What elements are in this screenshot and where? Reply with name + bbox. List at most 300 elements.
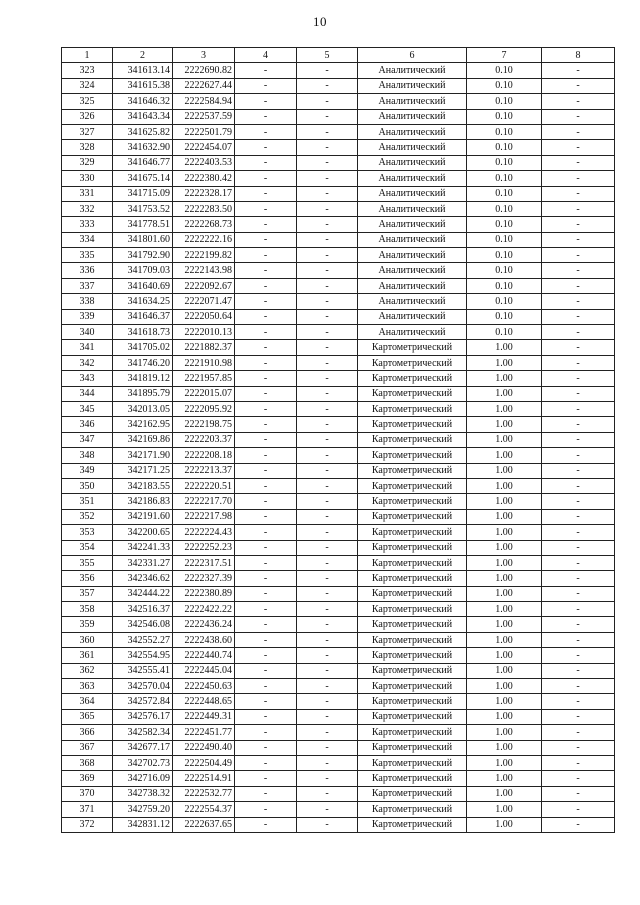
cell-point-number: 329 bbox=[62, 155, 113, 170]
cell-y-coordinate: 2222092.67 bbox=[173, 278, 235, 293]
cell-col-8: - bbox=[542, 109, 615, 124]
cell-col-4: - bbox=[235, 109, 297, 124]
cell-col-8: - bbox=[542, 155, 615, 170]
table-row bbox=[62, 602, 615, 617]
cell-method: Картометрический bbox=[358, 802, 467, 817]
cell-col-4: - bbox=[235, 278, 297, 293]
cell-x-coordinate: 342186.83 bbox=[113, 494, 173, 509]
table-row bbox=[62, 263, 615, 278]
cell-accuracy: 0.10 bbox=[467, 109, 542, 124]
cell-col-5: - bbox=[297, 263, 358, 278]
cell-y-coordinate: 2222450.63 bbox=[173, 679, 235, 694]
cell-col-4: - bbox=[235, 232, 297, 247]
cell-method: Картометрический bbox=[358, 355, 467, 370]
cell-col-4: - bbox=[235, 740, 297, 755]
cell-x-coordinate: 342169.86 bbox=[113, 432, 173, 447]
cell-point-number: 345 bbox=[62, 401, 113, 416]
cell-col-8: - bbox=[542, 771, 615, 786]
cell-x-coordinate: 341675.14 bbox=[113, 171, 173, 186]
cell-col-4: - bbox=[235, 217, 297, 232]
cell-x-coordinate: 342162.95 bbox=[113, 417, 173, 432]
cell-point-number: 324 bbox=[62, 78, 113, 93]
cell-col-8: - bbox=[542, 663, 615, 678]
cell-accuracy: 1.00 bbox=[467, 340, 542, 355]
cell-method: Аналитический bbox=[358, 63, 467, 78]
cell-col-4: - bbox=[235, 555, 297, 570]
cell-x-coordinate: 341640.69 bbox=[113, 278, 173, 293]
cell-method: Аналитический bbox=[358, 171, 467, 186]
cell-y-coordinate: 2222451.77 bbox=[173, 725, 235, 740]
cell-col-5: - bbox=[297, 325, 358, 340]
cell-col-4: - bbox=[235, 124, 297, 139]
cell-x-coordinate: 341646.37 bbox=[113, 309, 173, 324]
cell-col-5: - bbox=[297, 417, 358, 432]
cell-col-4: - bbox=[235, 617, 297, 632]
cell-accuracy: 0.10 bbox=[467, 155, 542, 170]
cell-col-8: - bbox=[542, 432, 615, 447]
cell-col-4: - bbox=[235, 401, 297, 416]
cell-point-number: 337 bbox=[62, 278, 113, 293]
cell-point-number: 323 bbox=[62, 63, 113, 78]
cell-method: Картометрический bbox=[358, 371, 467, 386]
cell-col-5: - bbox=[297, 571, 358, 586]
cell-method: Аналитический bbox=[358, 140, 467, 155]
cell-col-8: - bbox=[542, 371, 615, 386]
table-row bbox=[62, 355, 615, 370]
cell-accuracy: 1.00 bbox=[467, 355, 542, 370]
cell-col-4: - bbox=[235, 602, 297, 617]
cell-y-coordinate: 2222490.40 bbox=[173, 740, 235, 755]
cell-x-coordinate: 342346.62 bbox=[113, 571, 173, 586]
cell-point-number: 336 bbox=[62, 263, 113, 278]
table-row bbox=[62, 632, 615, 647]
cell-y-coordinate: 2222050.64 bbox=[173, 309, 235, 324]
cell-col-5: - bbox=[297, 509, 358, 524]
cell-col-5: - bbox=[297, 755, 358, 770]
cell-col-5: - bbox=[297, 201, 358, 216]
cell-x-coordinate: 342831.12 bbox=[113, 817, 173, 832]
cell-method: Картометрический bbox=[358, 725, 467, 740]
cell-x-coordinate: 342738.32 bbox=[113, 786, 173, 801]
cell-col-5: - bbox=[297, 432, 358, 447]
cell-col-4: - bbox=[235, 448, 297, 463]
cell-col-4: - bbox=[235, 309, 297, 324]
cell-col-8: - bbox=[542, 232, 615, 247]
cell-point-number: 332 bbox=[62, 201, 113, 216]
cell-col-5: - bbox=[297, 171, 358, 186]
cell-method: Аналитический bbox=[358, 309, 467, 324]
cell-point-number: 357 bbox=[62, 586, 113, 601]
cell-y-coordinate: 2222422.22 bbox=[173, 602, 235, 617]
cell-y-coordinate: 2222198.75 bbox=[173, 417, 235, 432]
cell-col-5: - bbox=[297, 63, 358, 78]
cell-y-coordinate: 2222095.92 bbox=[173, 401, 235, 416]
column-header-6: 6 bbox=[358, 48, 467, 63]
cell-y-coordinate: 2222454.07 bbox=[173, 140, 235, 155]
cell-col-4: - bbox=[235, 78, 297, 93]
cell-x-coordinate: 342013.05 bbox=[113, 401, 173, 416]
cell-point-number: 347 bbox=[62, 432, 113, 447]
cell-col-8: - bbox=[542, 632, 615, 647]
cell-accuracy: 0.10 bbox=[467, 325, 542, 340]
cell-method: Аналитический bbox=[358, 124, 467, 139]
cell-method: Картометрический bbox=[358, 478, 467, 493]
cell-col-5: - bbox=[297, 109, 358, 124]
table-row bbox=[62, 771, 615, 786]
cell-x-coordinate: 342572.84 bbox=[113, 694, 173, 709]
cell-col-4: - bbox=[235, 632, 297, 647]
cell-col-4: - bbox=[235, 648, 297, 663]
table-row bbox=[62, 401, 615, 416]
cell-col-8: - bbox=[542, 94, 615, 109]
column-header-3: 3 bbox=[173, 48, 235, 63]
cell-x-coordinate: 341646.32 bbox=[113, 94, 173, 109]
cell-method: Картометрический bbox=[358, 386, 467, 401]
cell-y-coordinate: 2222208.18 bbox=[173, 448, 235, 463]
cell-col-5: - bbox=[297, 94, 358, 109]
table-row bbox=[62, 94, 615, 109]
cell-accuracy: 1.00 bbox=[467, 602, 542, 617]
cell-method: Аналитический bbox=[358, 78, 467, 93]
table-row bbox=[62, 463, 615, 478]
cell-accuracy: 0.10 bbox=[467, 171, 542, 186]
cell-accuracy: 1.00 bbox=[467, 817, 542, 832]
cell-x-coordinate: 342555.41 bbox=[113, 663, 173, 678]
cell-accuracy: 1.00 bbox=[467, 709, 542, 724]
cell-col-5: - bbox=[297, 648, 358, 663]
cell-col-8: - bbox=[542, 694, 615, 709]
cell-y-coordinate: 2221882.37 bbox=[173, 340, 235, 355]
cell-y-coordinate: 2222514.91 bbox=[173, 771, 235, 786]
cell-method: Картометрический bbox=[358, 494, 467, 509]
cell-point-number: 360 bbox=[62, 632, 113, 647]
cell-col-5: - bbox=[297, 155, 358, 170]
cell-col-5: - bbox=[297, 217, 358, 232]
cell-col-4: - bbox=[235, 494, 297, 509]
cell-y-coordinate: 2222283.50 bbox=[173, 201, 235, 216]
cell-accuracy: 1.00 bbox=[467, 571, 542, 586]
cell-method: Картометрический bbox=[358, 679, 467, 694]
cell-point-number: 340 bbox=[62, 325, 113, 340]
cell-y-coordinate: 2222071.47 bbox=[173, 294, 235, 309]
cell-col-5: - bbox=[297, 448, 358, 463]
cell-x-coordinate: 341895.79 bbox=[113, 386, 173, 401]
cell-y-coordinate: 2222403.53 bbox=[173, 155, 235, 170]
cell-point-number: 326 bbox=[62, 109, 113, 124]
cell-col-4: - bbox=[235, 432, 297, 447]
cell-accuracy: 1.00 bbox=[467, 755, 542, 770]
cell-y-coordinate: 2222627.44 bbox=[173, 78, 235, 93]
table-row bbox=[62, 417, 615, 432]
cell-point-number: 341 bbox=[62, 340, 113, 355]
cell-y-coordinate: 2222143.98 bbox=[173, 263, 235, 278]
table-row bbox=[62, 309, 615, 324]
cell-method: Картометрический bbox=[358, 817, 467, 832]
cell-method: Картометрический bbox=[358, 448, 467, 463]
cell-accuracy: 0.10 bbox=[467, 124, 542, 139]
cell-x-coordinate: 341753.52 bbox=[113, 201, 173, 216]
cell-point-number: 359 bbox=[62, 617, 113, 632]
cell-x-coordinate: 341618.73 bbox=[113, 325, 173, 340]
cell-accuracy: 1.00 bbox=[467, 725, 542, 740]
cell-accuracy: 0.10 bbox=[467, 140, 542, 155]
cell-accuracy: 0.10 bbox=[467, 201, 542, 216]
cell-x-coordinate: 341613.14 bbox=[113, 63, 173, 78]
cell-accuracy: 1.00 bbox=[467, 478, 542, 493]
cell-accuracy: 0.10 bbox=[467, 94, 542, 109]
cell-point-number: 363 bbox=[62, 679, 113, 694]
cell-accuracy: 0.10 bbox=[467, 186, 542, 201]
cell-col-8: - bbox=[542, 679, 615, 694]
table-row bbox=[62, 325, 615, 340]
cell-accuracy: 0.10 bbox=[467, 263, 542, 278]
cell-col-4: - bbox=[235, 155, 297, 170]
cell-method: Картометрический bbox=[358, 340, 467, 355]
cell-accuracy: 1.00 bbox=[467, 463, 542, 478]
table-row bbox=[62, 679, 615, 694]
cell-x-coordinate: 341778.51 bbox=[113, 217, 173, 232]
cell-col-4: - bbox=[235, 802, 297, 817]
cell-point-number: 358 bbox=[62, 602, 113, 617]
cell-method: Картометрический bbox=[358, 586, 467, 601]
table-row bbox=[62, 694, 615, 709]
cell-accuracy: 1.00 bbox=[467, 586, 542, 601]
cell-method: Картометрический bbox=[358, 540, 467, 555]
cell-y-coordinate: 2222501.79 bbox=[173, 124, 235, 139]
column-header-2: 2 bbox=[113, 48, 173, 63]
cell-col-8: - bbox=[542, 448, 615, 463]
table-row bbox=[62, 648, 615, 663]
cell-method: Аналитический bbox=[358, 248, 467, 263]
cell-point-number: 339 bbox=[62, 309, 113, 324]
cell-accuracy: 1.00 bbox=[467, 540, 542, 555]
cell-y-coordinate: 2222448.65 bbox=[173, 694, 235, 709]
table-row bbox=[62, 278, 615, 293]
cell-col-8: - bbox=[542, 478, 615, 493]
cell-col-5: - bbox=[297, 694, 358, 709]
cell-x-coordinate: 341634.25 bbox=[113, 294, 173, 309]
cell-y-coordinate: 2222015.07 bbox=[173, 386, 235, 401]
cell-method: Картометрический bbox=[358, 755, 467, 770]
cell-col-8: - bbox=[542, 740, 615, 755]
table-row bbox=[62, 386, 615, 401]
cell-col-4: - bbox=[235, 663, 297, 678]
cell-col-5: - bbox=[297, 186, 358, 201]
cell-col-8: - bbox=[542, 278, 615, 293]
cell-point-number: 365 bbox=[62, 709, 113, 724]
table-row bbox=[62, 140, 615, 155]
cell-y-coordinate: 2222268.73 bbox=[173, 217, 235, 232]
cell-y-coordinate: 2222436.24 bbox=[173, 617, 235, 632]
cell-y-coordinate: 2222199.82 bbox=[173, 248, 235, 263]
cell-col-5: - bbox=[297, 709, 358, 724]
cell-x-coordinate: 342171.90 bbox=[113, 448, 173, 463]
cell-col-8: - bbox=[542, 617, 615, 632]
cell-col-5: - bbox=[297, 248, 358, 263]
cell-point-number: 348 bbox=[62, 448, 113, 463]
cell-col-5: - bbox=[297, 478, 358, 493]
cell-col-4: - bbox=[235, 186, 297, 201]
cell-col-8: - bbox=[542, 355, 615, 370]
cell-col-4: - bbox=[235, 679, 297, 694]
cell-method: Картометрический bbox=[358, 709, 467, 724]
table-row bbox=[62, 663, 615, 678]
cell-y-coordinate: 2222690.82 bbox=[173, 63, 235, 78]
table-row bbox=[62, 232, 615, 247]
cell-point-number: 362 bbox=[62, 663, 113, 678]
column-header-1: 1 bbox=[62, 48, 113, 63]
cell-y-coordinate: 2222537.59 bbox=[173, 109, 235, 124]
cell-x-coordinate: 342759.20 bbox=[113, 802, 173, 817]
cell-method: Картометрический bbox=[358, 525, 467, 540]
cell-method: Аналитический bbox=[358, 232, 467, 247]
cell-col-5: - bbox=[297, 463, 358, 478]
cell-point-number: 368 bbox=[62, 755, 113, 770]
cell-point-number: 366 bbox=[62, 725, 113, 740]
cell-col-8: - bbox=[542, 294, 615, 309]
cell-accuracy: 0.10 bbox=[467, 63, 542, 78]
cell-col-5: - bbox=[297, 355, 358, 370]
cell-accuracy: 1.00 bbox=[467, 401, 542, 416]
cell-y-coordinate: 2222203.37 bbox=[173, 432, 235, 447]
table-row bbox=[62, 555, 615, 570]
cell-method: Картометрический bbox=[358, 632, 467, 647]
cell-x-coordinate: 342554.95 bbox=[113, 648, 173, 663]
cell-col-8: - bbox=[542, 248, 615, 263]
cell-col-4: - bbox=[235, 355, 297, 370]
cell-col-5: - bbox=[297, 771, 358, 786]
cell-x-coordinate: 342171.25 bbox=[113, 463, 173, 478]
cell-x-coordinate: 342702.73 bbox=[113, 755, 173, 770]
cell-col-4: - bbox=[235, 540, 297, 555]
cell-point-number: 355 bbox=[62, 555, 113, 570]
cell-col-5: - bbox=[297, 632, 358, 647]
cell-y-coordinate: 2222213.37 bbox=[173, 463, 235, 478]
cell-col-4: - bbox=[235, 694, 297, 709]
cell-point-number: 372 bbox=[62, 817, 113, 832]
cell-col-8: - bbox=[542, 124, 615, 139]
cell-col-4: - bbox=[235, 340, 297, 355]
cell-accuracy: 1.00 bbox=[467, 525, 542, 540]
table-header bbox=[62, 48, 615, 63]
cell-col-4: - bbox=[235, 571, 297, 586]
cell-col-4: - bbox=[235, 463, 297, 478]
page-number: 10 bbox=[313, 14, 327, 29]
cell-method: Картометрический bbox=[358, 509, 467, 524]
cell-col-4: - bbox=[235, 709, 297, 724]
cell-col-4: - bbox=[235, 248, 297, 263]
cell-method: Картометрический bbox=[358, 571, 467, 586]
table-row bbox=[62, 725, 615, 740]
cell-col-4: - bbox=[235, 140, 297, 155]
cell-method: Картометрический bbox=[358, 663, 467, 678]
table-row bbox=[62, 786, 615, 801]
cell-method: Картометрический bbox=[358, 463, 467, 478]
table-row bbox=[62, 124, 615, 139]
cell-accuracy: 0.10 bbox=[467, 309, 542, 324]
cell-accuracy: 1.00 bbox=[467, 648, 542, 663]
table-row bbox=[62, 63, 615, 78]
cell-method: Картометрический bbox=[358, 555, 467, 570]
cell-col-8: - bbox=[542, 586, 615, 601]
cell-method: Аналитический bbox=[358, 109, 467, 124]
cell-col-5: - bbox=[297, 278, 358, 293]
cell-col-5: - bbox=[297, 740, 358, 755]
cell-x-coordinate: 342331.27 bbox=[113, 555, 173, 570]
cell-point-number: 328 bbox=[62, 140, 113, 155]
table-row bbox=[62, 155, 615, 170]
cell-y-coordinate: 2222224.43 bbox=[173, 525, 235, 540]
cell-col-4: - bbox=[235, 63, 297, 78]
table-row bbox=[62, 340, 615, 355]
cell-y-coordinate: 2222252.23 bbox=[173, 540, 235, 555]
cell-col-4: - bbox=[235, 325, 297, 340]
cell-x-coordinate: 341705.02 bbox=[113, 340, 173, 355]
cell-col-8: - bbox=[542, 786, 615, 801]
cell-col-8: - bbox=[542, 201, 615, 216]
cell-point-number: 350 bbox=[62, 478, 113, 493]
cell-col-5: - bbox=[297, 663, 358, 678]
cell-accuracy: 1.00 bbox=[467, 555, 542, 570]
cell-accuracy: 1.00 bbox=[467, 386, 542, 401]
cell-col-4: - bbox=[235, 525, 297, 540]
cell-accuracy: 0.10 bbox=[467, 78, 542, 93]
cell-x-coordinate: 341746.20 bbox=[113, 355, 173, 370]
cell-accuracy: 1.00 bbox=[467, 371, 542, 386]
cell-accuracy: 0.10 bbox=[467, 217, 542, 232]
cell-x-coordinate: 342677.17 bbox=[113, 740, 173, 755]
cell-method: Картометрический bbox=[358, 740, 467, 755]
table-row bbox=[62, 248, 615, 263]
cell-point-number: 331 bbox=[62, 186, 113, 201]
column-header-4: 4 bbox=[235, 48, 297, 63]
cell-y-coordinate: 2222328.17 bbox=[173, 186, 235, 201]
cell-col-8: - bbox=[542, 540, 615, 555]
cell-col-4: - bbox=[235, 786, 297, 801]
table-row bbox=[62, 201, 615, 216]
cell-point-number: 346 bbox=[62, 417, 113, 432]
cell-x-coordinate: 342546.08 bbox=[113, 617, 173, 632]
cell-y-coordinate: 2222317.51 bbox=[173, 555, 235, 570]
cell-method: Картометрический bbox=[358, 602, 467, 617]
cell-point-number: 361 bbox=[62, 648, 113, 663]
cell-col-4: - bbox=[235, 386, 297, 401]
table-row bbox=[62, 109, 615, 124]
cell-accuracy: 1.00 bbox=[467, 432, 542, 447]
cell-x-coordinate: 341819.12 bbox=[113, 371, 173, 386]
table-row bbox=[62, 817, 615, 832]
cell-y-coordinate: 2222554.37 bbox=[173, 802, 235, 817]
cell-y-coordinate: 2222327.39 bbox=[173, 571, 235, 586]
cell-col-5: - bbox=[297, 525, 358, 540]
cell-col-4: - bbox=[235, 417, 297, 432]
cell-y-coordinate: 2222440.74 bbox=[173, 648, 235, 663]
cell-col-8: - bbox=[542, 817, 615, 832]
cell-accuracy: 1.00 bbox=[467, 694, 542, 709]
table-row bbox=[62, 186, 615, 201]
table-row bbox=[62, 740, 615, 755]
cell-x-coordinate: 342570.04 bbox=[113, 679, 173, 694]
cell-x-coordinate: 342576.17 bbox=[113, 709, 173, 724]
table-row bbox=[62, 802, 615, 817]
table-row bbox=[62, 586, 615, 601]
cell-col-8: - bbox=[542, 725, 615, 740]
cell-point-number: 325 bbox=[62, 94, 113, 109]
cell-col-8: - bbox=[542, 648, 615, 663]
table-row bbox=[62, 478, 615, 493]
cell-col-4: - bbox=[235, 817, 297, 832]
cell-col-8: - bbox=[542, 494, 615, 509]
